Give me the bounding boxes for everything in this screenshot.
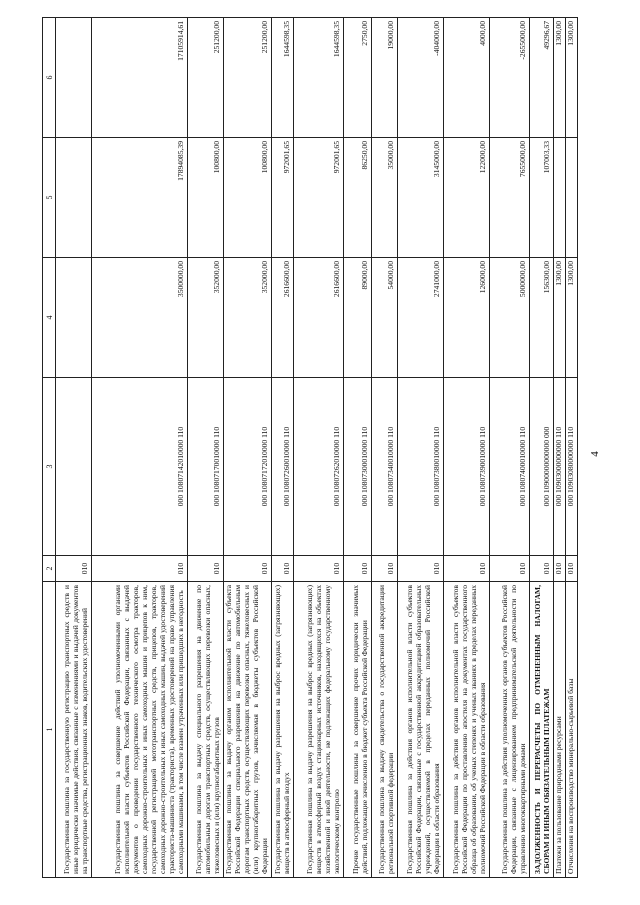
row-budget-code: 000 10807400010000 110 (490, 378, 530, 556)
table-row (344, 18, 372, 878)
table-row (566, 18, 578, 878)
column-header-1: 1 (43, 582, 56, 878)
row-value-executed (56, 138, 92, 258)
row-value-remaining: -2655000,00 (490, 18, 530, 138)
row-value-executed: 35000,00 (372, 138, 398, 258)
table-body (56, 18, 578, 878)
row-value-executed (566, 138, 578, 258)
row-value-remaining: 49296,67 (530, 18, 554, 138)
row-value-executed: 3145000,00 (398, 138, 444, 258)
row-description: Государственная пошлина за действия органов исполнительной власти субъектов Российской Федерации, связанные с государственной аккредитацией образовательных учреждений, осуществляемой в пределах переданных полномочий Российской Федерации в области образования (398, 582, 444, 878)
row-value-executed (554, 138, 566, 258)
row-value-executed: 100800,00 (188, 138, 224, 258)
row-line-code: 010 (272, 556, 294, 582)
row-budget-code: 000 10807380010000 110 (398, 378, 444, 556)
row-value-approved: 54000,00 (372, 258, 398, 378)
row-value-executed: 17894085,39 (92, 138, 188, 258)
row-value-remaining: 251200,00 (188, 18, 224, 138)
row-line-code: 010 (344, 556, 372, 582)
row-value-remaining: 4000,00 (444, 18, 490, 138)
row-budget-code: 000 10807340010000 110 (372, 378, 398, 556)
row-description: Государственная пошлина за выдачу разрешения на выброс вредных (загрязняющих) веществ в атмосферный воздух стационарных источников, находящихся на объектах хозяйственной и иной деятельности, не подлежащих федеральному государственному экологическому контролю (294, 582, 344, 878)
row-budget-code: 000 10807262010000 110 (294, 378, 344, 556)
row-budget-code (56, 378, 92, 556)
row-value-executed: 107003,33 (530, 138, 554, 258)
row-value-executed: 972001,65 (294, 138, 344, 258)
table-row (444, 18, 490, 878)
row-value-remaining: 2750,00 (344, 18, 372, 138)
row-value-approved: 352000,00 (188, 258, 224, 378)
row-budget-code: 000 10903000000000 110 (554, 378, 566, 556)
row-description: Государственная пошлина за совершение действий уполномоченными органами исполнительной власти субъектов Российской Федерации, связанных с выдачей документов о проведении государственного технического осмотра тракторов, самоходных дорожно-строительных и иных самоходных машин и прицепов к ним, государственной регистрацией мототранспортных средств, прицепов, тракторов, самоходных дорожно-строительных и иных самоходных машин, выдачей удостоверений тракториста-машиниста (тракториста), временных удостоверений на право управления самоходными машинами, в том числе взамен утраченных или пришедших в негодность (92, 582, 188, 878)
row-value-approved: 2741000,00 (398, 258, 444, 378)
row-description: ЗАДОЛЖЕННОСТЬ И ПЕРЕРАСЧЕТЫ ПО ОТМЕНЕННЫМ НАЛОГАМ, СБОРАМ И ИНЫМ ОБЯЗАТЕЛЬНЫМ ПЛАТЕЖАМ (530, 582, 554, 878)
row-budget-code: 000 10807300010000 110 (344, 378, 372, 556)
row-value-approved: 3500000,00 (92, 258, 188, 378)
row-value-approved: 1300,00 (566, 258, 578, 378)
row-value-approved (56, 258, 92, 378)
row-value-remaining: 1644598,35 (294, 18, 344, 138)
row-line-code: 010 (566, 556, 578, 582)
row-budget-code: 000 10900000000000 000 (530, 378, 554, 556)
row-line-code: 010 (490, 556, 530, 582)
row-description: Государственная пошлина за выдачу разрешения на выброс вредных (загрязняющих) веществ в атмосферный воздух (272, 582, 294, 878)
row-value-remaining: 251200,00 (224, 18, 272, 138)
row-line-code: 010 (56, 556, 92, 582)
row-value-executed: 7655000,00 (490, 138, 530, 258)
row-budget-code: 000 10807172010000 110 (224, 378, 272, 556)
column-header-2: 2 (43, 556, 56, 582)
row-value-executed: 86250,00 (344, 138, 372, 258)
row-value-remaining (56, 18, 92, 138)
table-row (530, 18, 554, 878)
row-description: Государственная пошлина за выдачу органом исполнительной власти субъекта Российской Федерации специального разрешения на движение по автомобильным дорогам транспортных средств, осуществляющих перевозки опасных, тяжеловесных и (или) крупногабаритных грузов, зачисляемая в бюджеты субъектов Российской Федерации (224, 582, 272, 878)
row-value-executed: 100800,00 (224, 138, 272, 258)
row-description: Отчисления на воспроизводство минерально-сырьевой базы (566, 582, 578, 878)
row-description: Государственная пошлина за выдачу специального разрешения на движение по автомобильным дорогам транспортных средств, осуществляющих перевозки опасных, тяжеловесных и (или) крупногабаритных грузов (188, 582, 224, 878)
page-number: 4 (588, 451, 601, 457)
column-header-6: 6 (43, 18, 56, 138)
row-description: Государственная пошлина за действия уполномоченных органов субъектов Российской Федерации, связанные с лицензированием предпринимательской деятельности по управлению многоквартирными домами (490, 582, 530, 878)
row-line-code: 010 (530, 556, 554, 582)
table-row (554, 18, 566, 878)
row-description: Платежи за пользование природными ресурсами (554, 582, 566, 878)
row-description: Государственная пошлина за выдачу свидетельства о государственной аккредитации региональной спортивной федерации (372, 582, 398, 878)
row-budget-code: 000 10807260010000 110 (272, 378, 294, 556)
row-value-approved: 89000,00 (344, 258, 372, 378)
row-budget-code: 000 10903080000000 110 (566, 378, 578, 556)
table-row (92, 18, 188, 878)
table-row (56, 18, 92, 878)
row-line-code: 010 (554, 556, 566, 582)
row-value-remaining: 17105914,61 (92, 18, 188, 138)
header-row (43, 18, 56, 878)
row-line-code: 010 (444, 556, 490, 582)
row-value-approved: 156300,00 (530, 258, 554, 378)
row-budget-code: 000 10807170010000 110 (188, 378, 224, 556)
row-value-approved: 126000,00 (444, 258, 490, 378)
table-row (188, 18, 224, 878)
row-value-approved: 5000000,00 (490, 258, 530, 378)
row-value-approved: 352000,00 (224, 258, 272, 378)
row-value-remaining: 1644598,35 (272, 18, 294, 138)
column-header-4: 4 (43, 258, 56, 378)
row-value-approved: 1300,00 (554, 258, 566, 378)
row-line-code: 010 (294, 556, 344, 582)
revenue-table (42, 17, 578, 878)
row-budget-code: 000 10807390010000 110 (444, 378, 490, 556)
row-value-remaining: 1300,00 (554, 18, 566, 138)
row-description: Государственная пошлина за государственную регистрацию транспортных средств и иные юридически значимые действия, связанные с изменениями и выдачей документов на транспортные средства, регистрационных знаков, водительских удостоверений (56, 582, 92, 878)
row-budget-code: 000 10807142010000 110 (92, 378, 188, 556)
row-line-code: 010 (188, 556, 224, 582)
row-line-code: 010 (398, 556, 444, 582)
row-value-remaining: -404000,00 (398, 18, 444, 138)
row-description: Государственная пошлина за действия органов исполнительной власти субъектов Российской Федерации по проставлению апостиля на документах государственного образца об образовании, об ученых степенях и ученых званиях в пределах переданных полномочий Российской Федерации в области образования (444, 582, 490, 878)
row-line-code: 010 (92, 556, 188, 582)
row-value-executed: 972001,65 (272, 138, 294, 258)
rotated-table-container (42, 18, 590, 878)
row-value-executed: 122000,00 (444, 138, 490, 258)
table-row (224, 18, 272, 878)
table-row (294, 18, 344, 878)
row-value-remaining: 1300,00 (566, 18, 578, 138)
column-header-5: 5 (43, 138, 56, 258)
table-row (398, 18, 444, 878)
row-description: Прочие государственные пошлины за совершение прочих юридически значимых действий, подлежащие зачислению в бюджет субъекта Российской Федерации (344, 582, 372, 878)
row-value-approved: 2616600,00 (272, 258, 294, 378)
table-row (272, 18, 294, 878)
row-line-code: 010 (224, 556, 272, 582)
row-value-approved: 2616600,00 (294, 258, 344, 378)
column-header-3: 3 (43, 378, 56, 556)
table-row (372, 18, 398, 878)
table-row (490, 18, 530, 878)
row-line-code: 010 (372, 556, 398, 582)
row-value-remaining: 19000,00 (372, 18, 398, 138)
